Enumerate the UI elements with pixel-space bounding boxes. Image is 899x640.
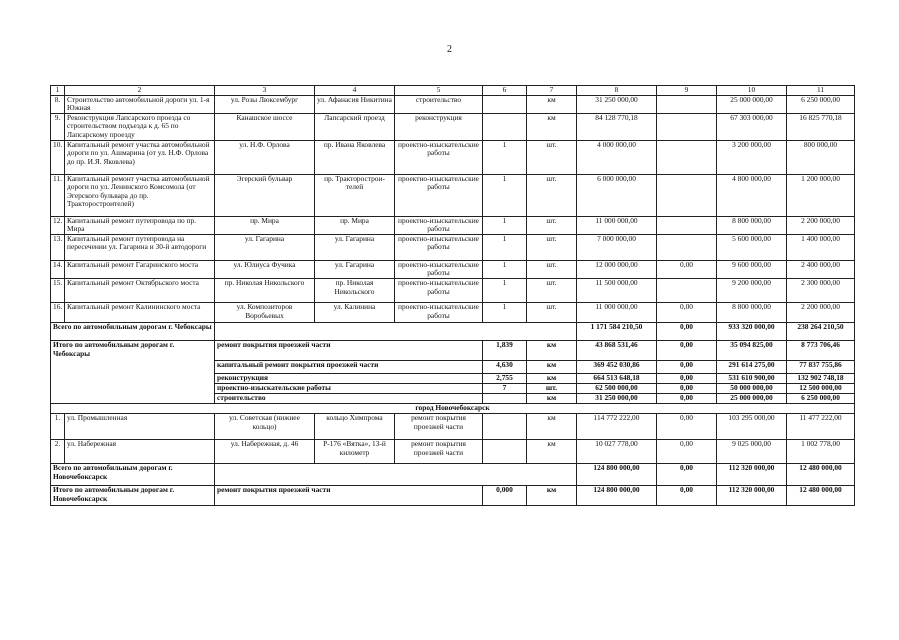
table-cell: 50 000 000,00 bbox=[717, 383, 787, 393]
table-cell: 291 614 275,00 bbox=[717, 360, 787, 373]
table-cell: 6 250 000,00 bbox=[787, 95, 855, 113]
table-row bbox=[51, 95, 855, 113]
table-cell bbox=[215, 463, 577, 485]
table-cell: шт. bbox=[527, 278, 577, 302]
table-cell bbox=[483, 439, 527, 463]
header-row bbox=[51, 86, 855, 96]
summary-row bbox=[51, 485, 855, 505]
table-cell: ремонт покрытия проезжей части bbox=[215, 340, 483, 360]
header-cell: 4 bbox=[315, 86, 395, 96]
table-cell: реконструкция bbox=[215, 373, 483, 383]
table-cell: проектно-изыскательские работы bbox=[395, 278, 483, 302]
table-cell: 0,00 bbox=[657, 393, 717, 403]
table-cell: шт. bbox=[527, 260, 577, 278]
table-cell: проектно-изыскательские работы bbox=[395, 302, 483, 322]
table-cell: кольцо Химпрома bbox=[315, 413, 395, 439]
header-cell: 1 bbox=[51, 86, 65, 96]
table-cell: 16 825 770,18 bbox=[787, 113, 855, 140]
table-cell: км bbox=[527, 439, 577, 463]
table-row bbox=[51, 260, 855, 278]
table-cell: 11 000 000,00 bbox=[577, 302, 657, 322]
table-cell: км bbox=[527, 360, 577, 373]
table-cell bbox=[657, 113, 717, 140]
table-cell: 0,000 bbox=[483, 485, 527, 505]
table-cell bbox=[483, 393, 527, 403]
table-cell: проектно-изыскательские работы bbox=[395, 174, 483, 216]
table-cell: 25 000 000,00 bbox=[717, 95, 787, 113]
table-cell: 2 300 000,00 bbox=[787, 278, 855, 302]
table-cell: 14. bbox=[51, 260, 65, 278]
table-cell: 9 025 000,00 bbox=[717, 439, 787, 463]
table-cell: 933 320 000,00 bbox=[717, 322, 787, 340]
table-cell: 4,630 bbox=[483, 360, 527, 373]
table-row bbox=[51, 278, 855, 302]
table-cell: Капитальный ремонт путепровода по пр. Мира bbox=[65, 216, 215, 234]
table-cell: 1 bbox=[483, 302, 527, 322]
table-cell: строительство bbox=[215, 393, 483, 403]
table-cell: 5 600 000,00 bbox=[717, 234, 787, 260]
table-cell: 84 128 770,18 bbox=[577, 113, 657, 140]
table-cell: Капитальный ремонт путепровода на пересечении ул. Гагарина и 30-й автодороги bbox=[65, 234, 215, 260]
table-cell: км bbox=[527, 413, 577, 439]
table-cell: проектно-изыскательские работы bbox=[395, 140, 483, 174]
table-cell: 1 002 778,00 bbox=[787, 439, 855, 463]
table-cell: Капитальный ремонт Октябрьского моста bbox=[65, 278, 215, 302]
table-cell: ул. Набережная, д. 46 bbox=[215, 439, 315, 463]
table-cell: 67 303 000,00 bbox=[717, 113, 787, 140]
table-cell: 124 800 000,00 bbox=[577, 485, 657, 505]
table-cell: проектно-изыскательские работы bbox=[395, 260, 483, 278]
header-cell: 5 bbox=[395, 86, 483, 96]
header-cell: 7 bbox=[527, 86, 577, 96]
header-cell: 11 bbox=[787, 86, 855, 96]
table-cell: 8 773 706,46 bbox=[787, 340, 855, 360]
table-cell bbox=[657, 216, 717, 234]
table-cell: 11 477 222,00 bbox=[787, 413, 855, 439]
table-cell: км bbox=[527, 485, 577, 505]
table-cell: шт. bbox=[527, 383, 577, 393]
table-cell: 8 800 000,00 bbox=[717, 302, 787, 322]
table-cell: ул. Гагарина bbox=[315, 234, 395, 260]
table-cell: ул. Композиторов Воробьевых bbox=[215, 302, 315, 322]
table-cell: реконструкция bbox=[395, 113, 483, 140]
table-cell: пр. Мира bbox=[315, 216, 395, 234]
summary-label: Итого по автомобильным дорогам г. Чебоксары bbox=[51, 340, 215, 403]
table-cell: ул. Розы Люксембург bbox=[215, 95, 315, 113]
table-cell: шт. bbox=[527, 140, 577, 174]
table-cell: км bbox=[527, 340, 577, 360]
table-cell: км bbox=[527, 95, 577, 113]
table-cell: 0,00 bbox=[657, 383, 717, 393]
table-cell: 0,00 bbox=[657, 360, 717, 373]
table-cell: ул. Набережная bbox=[65, 439, 215, 463]
table-cell: 531 610 900,00 bbox=[717, 373, 787, 383]
table-cell: ремонт покрытия проезжей части bbox=[395, 413, 483, 439]
table-cell: 1 bbox=[483, 216, 527, 234]
table-cell: ул. Гагарина bbox=[215, 234, 315, 260]
table-cell: 9 600 000,00 bbox=[717, 260, 787, 278]
total-row bbox=[51, 463, 855, 485]
table-cell bbox=[657, 174, 717, 216]
table-cell: 12. bbox=[51, 216, 65, 234]
table-cell: 124 800 000,00 bbox=[577, 463, 657, 485]
table-cell: ул. Афанасия Никитина bbox=[315, 95, 395, 113]
table-cell: 112 320 000,00 bbox=[717, 485, 787, 505]
table-cell: 0,00 bbox=[657, 413, 717, 439]
table-cell: 77 837 755,86 bbox=[787, 360, 855, 373]
table-cell: 2 400 000,00 bbox=[787, 260, 855, 278]
table-cell: 8. bbox=[51, 95, 65, 113]
table-cell: 16. bbox=[51, 302, 65, 322]
table-cell: 3 200 000,00 bbox=[717, 140, 787, 174]
table-cell: 1 171 584 210,50 bbox=[577, 322, 657, 340]
table-cell: Капитальный ремонт участка автомобильной дороги по ул. Ашмарина (от ул. Н.Ф. Орлова до пр. И.Я. Яковлева) bbox=[65, 140, 215, 174]
table-cell: 1 bbox=[483, 260, 527, 278]
table-row bbox=[51, 113, 855, 140]
header-cell: 8 bbox=[577, 86, 657, 96]
table-cell: шт. bbox=[527, 216, 577, 234]
table-cell: 7 000 000,00 bbox=[577, 234, 657, 260]
table-cell: 31 250 000,00 bbox=[577, 393, 657, 403]
table-cell: 0,00 bbox=[657, 340, 717, 360]
table-cell: 800 000,00 bbox=[787, 140, 855, 174]
table-cell bbox=[657, 234, 717, 260]
table-cell: 0,00 bbox=[657, 260, 717, 278]
table-row bbox=[51, 302, 855, 322]
table-cell bbox=[483, 95, 527, 113]
table-cell: 12 480 000,00 bbox=[787, 485, 855, 505]
table-cell: 12 500 000,00 bbox=[787, 383, 855, 393]
table-cell: 1 bbox=[483, 140, 527, 174]
table-cell: ремонт покрытия проезжей части bbox=[215, 485, 483, 505]
table-cell: пр. Николая Никольского bbox=[315, 278, 395, 302]
table-row bbox=[51, 216, 855, 234]
table-cell: 0,00 bbox=[657, 302, 717, 322]
table-cell: 0,00 bbox=[657, 463, 717, 485]
table-cell: проектно-изыскательские работы bbox=[395, 216, 483, 234]
table-cell: шт. bbox=[527, 174, 577, 216]
table-cell: ул. Н.Ф. Орлова bbox=[215, 140, 315, 174]
table-row bbox=[51, 439, 855, 463]
table-cell: 2 200 000,00 bbox=[787, 216, 855, 234]
road-program-table bbox=[50, 85, 855, 506]
table-cell: 15. bbox=[51, 278, 65, 302]
table-cell: Реконструкция Лапсарского проезда со строительством подъезда к д. 65 по Лапсарскому проезду bbox=[65, 113, 215, 140]
table-cell: 2 200 000,00 bbox=[787, 302, 855, 322]
table-cell: 0,00 bbox=[657, 485, 717, 505]
table-cell: 1. bbox=[51, 413, 65, 439]
table-cell: 2. bbox=[51, 439, 65, 463]
table-cell: 10 027 778,00 bbox=[577, 439, 657, 463]
table-cell: 25 000 000,00 bbox=[717, 393, 787, 403]
table-row bbox=[51, 140, 855, 174]
total-label: Всего по автомобильным дорогам г. Чебоксары bbox=[51, 322, 215, 340]
header-cell: 2 bbox=[65, 86, 215, 96]
header-cell: 10 bbox=[717, 86, 787, 96]
page-number: 2 bbox=[447, 44, 452, 55]
table-cell bbox=[657, 95, 717, 113]
table-cell: шт. bbox=[527, 302, 577, 322]
table-cell: 132 902 748,18 bbox=[787, 373, 855, 383]
table-cell: 7 bbox=[483, 383, 527, 393]
table-cell: 4 000 000,00 bbox=[577, 140, 657, 174]
table-cell: Капитальный ремонт Калининского моста bbox=[65, 302, 215, 322]
table-cell: 1 bbox=[483, 278, 527, 302]
table-cell: 9 200 000,00 bbox=[717, 278, 787, 302]
table-cell: км bbox=[527, 373, 577, 383]
table-cell: ул. Советская (нижнее кольцо) bbox=[215, 413, 315, 439]
table-cell: Капитальный ремонт участка автомобильной дороги по ул. Ленинского Комсомола (от Эгерского бульвара до пр. Тракторостроителей) bbox=[65, 174, 215, 216]
table-cell bbox=[657, 278, 717, 302]
table-cell: 12 000 000,00 bbox=[577, 260, 657, 278]
table-cell: Эгерский бульвар bbox=[215, 174, 315, 216]
table-cell: Капитальный ремонт Гагаринского моста bbox=[65, 260, 215, 278]
table-cell: 1 200 000,00 bbox=[787, 174, 855, 216]
table-cell: капитальный ремонт покрытия проезжей части bbox=[215, 360, 483, 373]
table-cell: Строительство автомобильной дороги ул. 1-я Южная bbox=[65, 95, 215, 113]
table-cell: проектно-изыскательские работы bbox=[215, 383, 483, 393]
table-cell: Лапсарский проезд bbox=[315, 113, 395, 140]
table-cell: ул. Гагарина bbox=[315, 260, 395, 278]
table-cell: пр. Мира bbox=[215, 216, 315, 234]
table-row bbox=[51, 413, 855, 439]
table-cell: 9. bbox=[51, 113, 65, 140]
table-cell: 238 264 210,50 bbox=[787, 322, 855, 340]
table-cell: 1 400 000,00 bbox=[787, 234, 855, 260]
table-cell: 43 868 531,46 bbox=[577, 340, 657, 360]
table-cell: 664 513 648,18 bbox=[577, 373, 657, 383]
section-title: город Новочебоксарск bbox=[51, 403, 855, 413]
summary-label: Итого по автомобильным дорогам г. Новочебоксарск bbox=[51, 485, 215, 505]
table-cell: 12 480 000,00 bbox=[787, 463, 855, 485]
header-cell: 6 bbox=[483, 86, 527, 96]
header-cell: 9 bbox=[657, 86, 717, 96]
table-cell: ул. Юлиуса Фучика bbox=[215, 260, 315, 278]
table-cell: 31 250 000,00 bbox=[577, 95, 657, 113]
table-cell: 1 bbox=[483, 174, 527, 216]
table-cell bbox=[483, 113, 527, 140]
table-cell: 4 800 000,00 bbox=[717, 174, 787, 216]
table-cell: 1 bbox=[483, 234, 527, 260]
table-cell: пр. Тракторостроителей bbox=[315, 174, 395, 216]
table-cell: 114 772 222,00 bbox=[577, 413, 657, 439]
table-cell: 1,839 bbox=[483, 340, 527, 360]
table-cell: 2,755 bbox=[483, 373, 527, 383]
table-cell: 6 250 000,00 bbox=[787, 393, 855, 403]
table-cell: км bbox=[527, 393, 577, 403]
table-cell: ул. Калинина bbox=[315, 302, 395, 322]
summary-row bbox=[51, 340, 855, 360]
table-cell: шт. bbox=[527, 234, 577, 260]
table-cell: 0,00 bbox=[657, 322, 717, 340]
table-cell: пр. Николая Никольского bbox=[215, 278, 315, 302]
table-cell: ул. Промышленная bbox=[65, 413, 215, 439]
table-cell: 10. bbox=[51, 140, 65, 174]
table-cell: строительство bbox=[395, 95, 483, 113]
table-cell: 11 500 000,00 bbox=[577, 278, 657, 302]
header-cell: 3 bbox=[215, 86, 315, 96]
table-cell: 0,00 bbox=[657, 439, 717, 463]
table-row bbox=[51, 174, 855, 216]
table-cell: 103 295 000,00 bbox=[717, 413, 787, 439]
table-cell: проектно-изыскательские работы bbox=[395, 234, 483, 260]
table-cell: Р-176 «Вятка», 13-й километр bbox=[315, 439, 395, 463]
table-cell: Канашское шоссе bbox=[215, 113, 315, 140]
table-cell: 112 320 000,00 bbox=[717, 463, 787, 485]
table-cell: 369 452 030,86 bbox=[577, 360, 657, 373]
table-cell: км bbox=[527, 113, 577, 140]
table-cell bbox=[483, 413, 527, 439]
total-row bbox=[51, 322, 855, 340]
table-row bbox=[51, 234, 855, 260]
table-cell: 6 000 000,00 bbox=[577, 174, 657, 216]
table-cell: 35 094 825,00 bbox=[717, 340, 787, 360]
table-cell bbox=[215, 322, 577, 340]
table-cell: 11. bbox=[51, 174, 65, 216]
table-cell: 11 000 000,00 bbox=[577, 216, 657, 234]
total-label: Всего по автомобильным дорогам г. Новочебоксарск bbox=[51, 463, 215, 485]
table-cell: 8 800 000,00 bbox=[717, 216, 787, 234]
table-cell: ремонт покрытия проезжей части bbox=[395, 439, 483, 463]
table-cell: 0,00 bbox=[657, 373, 717, 383]
section-row bbox=[51, 403, 855, 413]
table-cell: пр. Ивана Яковлева bbox=[315, 140, 395, 174]
table-cell: 62 500 000,00 bbox=[577, 383, 657, 393]
table-cell: 13. bbox=[51, 234, 65, 260]
table-cell bbox=[657, 140, 717, 174]
